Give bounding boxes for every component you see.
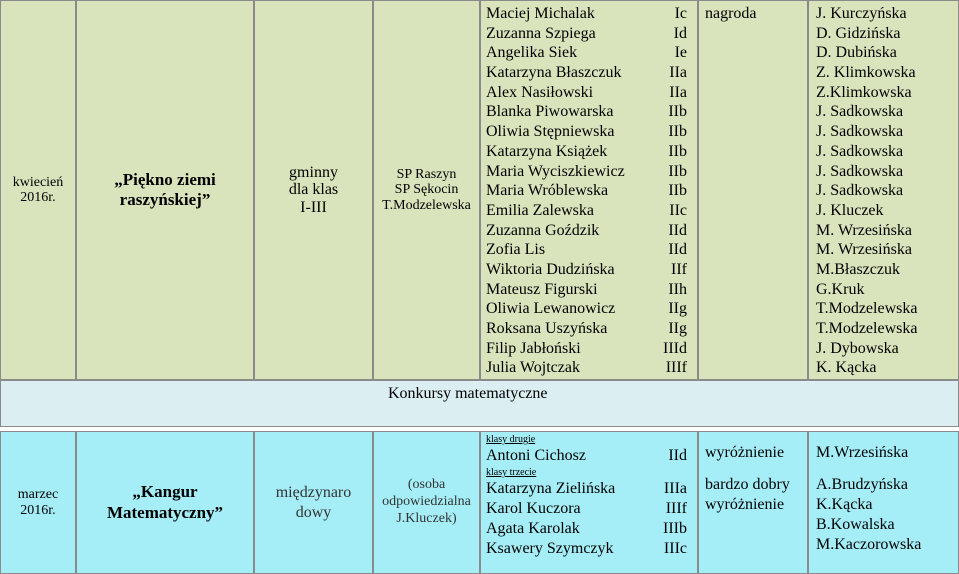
march-teachers-cell (808, 431, 959, 574)
student-class: IIIf (665, 500, 687, 517)
student-row (481, 63, 697, 83)
student-name: Katarzyna Błaszczuk (486, 64, 622, 82)
group-label-third: klasy trzecie (486, 467, 537, 478)
teacher-name: J. Sadkowska (816, 142, 904, 160)
student-row (481, 4, 697, 24)
march-result-cell (698, 431, 808, 574)
student-row (481, 479, 697, 499)
student-row (481, 102, 697, 122)
group-label-second: klasy drugie (486, 434, 536, 445)
level-cell (254, 0, 373, 380)
student-name: Katarzyna Zielińska (486, 480, 616, 497)
student-name: Blanka Piwowarska (486, 103, 614, 121)
student-name: Maciej Michalak (486, 5, 595, 22)
teacher-name: M. Wrzesińska (816, 241, 912, 259)
student-name: Karol Kuczora (486, 500, 581, 517)
march-teacher-name: B.Kowalska (816, 516, 895, 533)
student-class: Id (673, 24, 687, 42)
teacher-name: M. Wrzesińska (816, 221, 912, 239)
student-class: IIIc (663, 540, 687, 557)
student-class: IIIa (663, 480, 687, 497)
student-class: IIg (668, 300, 687, 318)
student-row (481, 24, 697, 44)
result-second: bardzo dobry wyróżnienie (705, 476, 790, 513)
student-row (481, 162, 697, 182)
march-teacher-name: M.Wrzesińska (816, 444, 909, 461)
student-class: IIg (668, 320, 687, 337)
student-class: IIb (668, 103, 687, 121)
student-row (481, 260, 697, 280)
teacher-name: G.Kruk (816, 280, 865, 298)
student-name: Wiktoria Dudzińska (486, 260, 615, 278)
student-class: IIb (668, 123, 687, 141)
teacher-name: T.Modzelewska (816, 320, 918, 337)
student-name: Zuzanna Szpiega (486, 24, 596, 42)
student-row (481, 539, 697, 559)
student-name: Mateusz Figurski (486, 280, 598, 298)
march-students-cell (480, 431, 698, 574)
contest-title: „Piękno ziemi raszyńskiej” (114, 169, 216, 209)
student-name: Antoni Cichosz (486, 447, 586, 464)
result-cell (698, 0, 808, 380)
student-name: Agata Karolak (486, 520, 580, 537)
march-organizer-cell (373, 431, 480, 574)
student-class: IIa (669, 83, 687, 101)
student-row (481, 43, 697, 63)
student-class: IId (668, 241, 687, 259)
student-row (481, 83, 697, 103)
student-row (481, 201, 697, 221)
teacher-name: Z.Klimkowska (816, 83, 912, 101)
student-row (481, 299, 697, 319)
student-row (481, 519, 697, 539)
teacher-name: J. Sadkowska (816, 182, 904, 200)
student-class: Ic (674, 5, 687, 22)
student-row (481, 339, 697, 359)
student-class: IIa (669, 64, 687, 82)
student-class: IIf (671, 260, 687, 278)
date-text: kwiecień 2016r. (12, 174, 64, 205)
teacher-name: J. Sadkowska (816, 123, 904, 141)
teacher-name: J. Sadkowska (816, 162, 904, 180)
result-first: wyróżnienie (705, 444, 785, 461)
section-title-bar (0, 380, 959, 427)
date-cell (0, 0, 76, 380)
student-class: IIh (668, 280, 687, 298)
student-name: Zofia Lis (486, 241, 546, 259)
student-row (481, 240, 697, 260)
march-teacher-name: M.Kaczorowska (816, 536, 922, 553)
result-text: nagroda (705, 5, 757, 22)
student-name: Maria Wyciszkiewicz (486, 162, 625, 180)
student-name: Emilia Zalewska (486, 201, 594, 219)
student-class: IIId (663, 339, 687, 357)
student-row (481, 181, 697, 201)
student-row (481, 499, 697, 519)
student-class: IId (668, 447, 687, 464)
student-class: IIb (668, 162, 687, 180)
group-second-list (481, 446, 697, 466)
teacher-name: D. Gidzińska (816, 24, 901, 42)
student-row (481, 446, 697, 466)
student-row (481, 221, 697, 241)
teacher-name: J. Kurczyńska (816, 5, 907, 22)
students-cell (480, 0, 698, 380)
student-name: Oliwia Stępniewska (486, 123, 615, 141)
march-organizer-text: (osoba odpowiedzialna J.Kluczek) (382, 477, 471, 526)
march-teacher-list (809, 432, 958, 555)
march-teacher-name: K.Kącka (816, 496, 873, 513)
teacher-name: M.Błaszczuk (816, 260, 900, 278)
teacher-name: T.Modzelewska (816, 300, 918, 318)
student-name: Maria Wróblewska (486, 182, 609, 200)
student-row (481, 122, 697, 142)
student-name: Oliwia Lewanowicz (486, 300, 616, 318)
student-name: Alex Nasiłowski (486, 83, 594, 101)
march-date-cell (0, 431, 76, 574)
teacher-list (809, 1, 958, 378)
teacher-name: J. Sadkowska (816, 103, 904, 121)
student-class: IIIb (663, 520, 687, 537)
student-name: Filip Jabłoński (486, 339, 581, 357)
march-level-cell (254, 431, 373, 574)
teacher-name: J. Kluczek (816, 201, 884, 219)
march-contest-title: „Kangur Matematyczny” (106, 482, 224, 522)
student-row (481, 142, 697, 162)
student-name: Ksawery Szymczyk (486, 540, 614, 557)
teacher-name: K. Kącka (816, 359, 877, 377)
student-name: Julia Wojtczak (486, 359, 580, 377)
organizer-cell (373, 0, 480, 380)
march-level-text: międzynaro dowy (275, 483, 352, 521)
student-class: IId (668, 221, 687, 239)
student-row (481, 358, 697, 378)
section-title: Konkursy matematyczne (388, 385, 548, 402)
student-name: Angelika Siek (486, 44, 578, 62)
teachers-cell (808, 0, 959, 380)
student-class: Ie (674, 44, 687, 62)
student-row (481, 319, 697, 339)
student-name: Zuzanna Goździk (486, 221, 600, 239)
teacher-name: J. Dybowska (816, 339, 899, 357)
student-class: IIIf (665, 359, 687, 377)
contest-cell (76, 0, 254, 380)
march-contest-cell (76, 431, 254, 574)
student-row (481, 280, 697, 300)
march-date-text: marzec 2016r. (17, 487, 59, 518)
group-third-list (481, 479, 697, 559)
organizer-text: SP Raszyn SP Sękocin T.Modzelewska (382, 166, 471, 213)
student-name: Katarzyna Książek (486, 142, 608, 160)
level-text: gminny dla klas I-III (288, 163, 339, 216)
teacher-name: Z. Klimkowska (816, 64, 916, 82)
teacher-name: D. Dubińska (816, 44, 897, 62)
student-class: IIb (668, 142, 687, 160)
student-class: IIc (669, 201, 687, 219)
student-list (481, 4, 697, 378)
student-name: Roksana Uszyńska (486, 320, 608, 337)
student-class: IIb (668, 182, 687, 200)
march-teacher-name: A.Brudzyńska (816, 476, 908, 493)
